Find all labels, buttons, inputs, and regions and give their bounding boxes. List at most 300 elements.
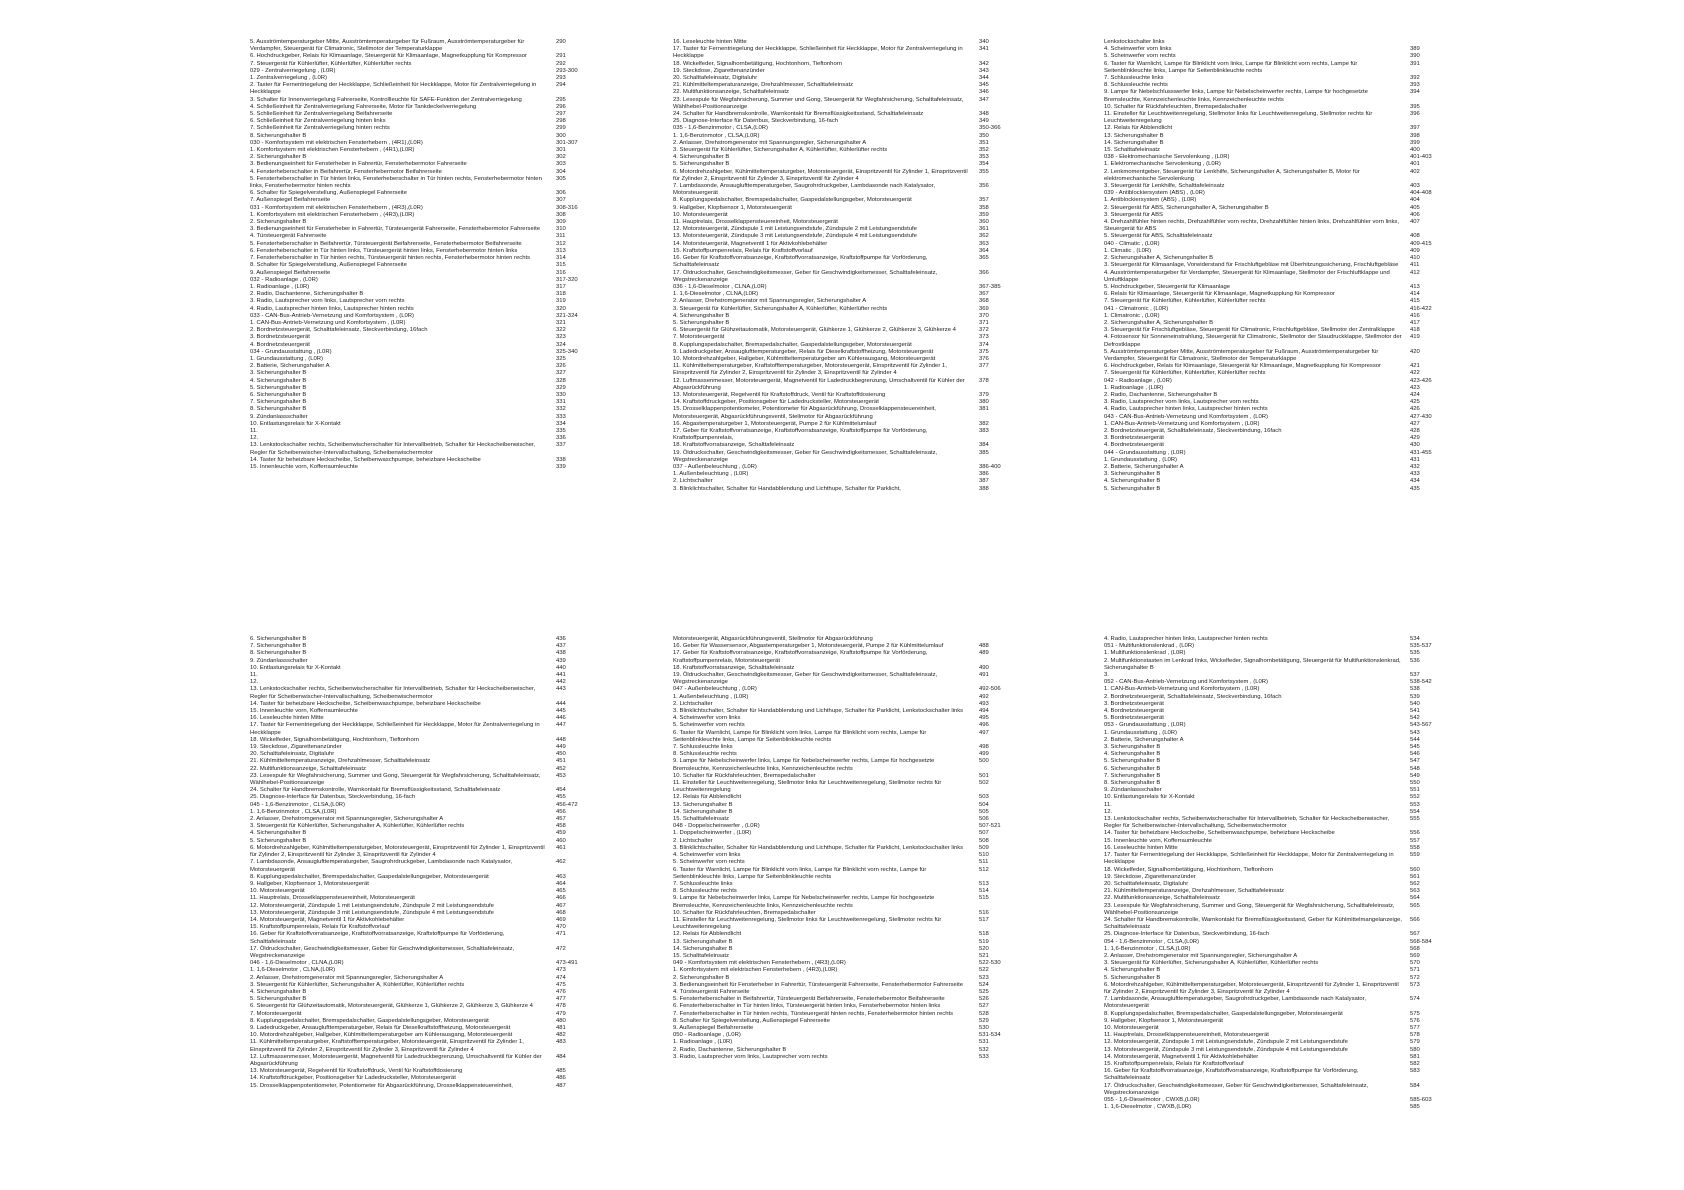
toc-entry-page: 463 (556, 873, 566, 880)
toc-entry-page: 362 (979, 233, 989, 240)
toc-entry (250, 1068, 590, 1075)
toc-entry-title: 15. Innenleuchte vorn, Kofferraumleuchte (250, 708, 358, 715)
toc-entry-title: 10. Entlastungsrelais für X-Kontakt (250, 420, 341, 427)
toc-entry-page: 539 (1410, 693, 1420, 700)
toc-entry (250, 895, 590, 902)
toc-entry-page: 487 (556, 1082, 566, 1089)
toc-section-entry (1104, 378, 1444, 385)
toc-entry (673, 320, 1013, 327)
toc-entry-title: 21. Kühlmitteltemperaturanzeige, Drehzahlmesser, Schalttafeleinsatz (250, 758, 431, 765)
toc-entry-page: 554 (1410, 808, 1420, 815)
toc-entry-page: 416-422 (1410, 305, 1432, 312)
toc-entry-title: 9. Hallgeber, Klopfsensor 1, Motorsteuergerät (250, 880, 369, 887)
toc-entry-page: 354 (979, 161, 989, 168)
toc-section-entry (250, 68, 590, 75)
toc-entry-page: 392 (1410, 75, 1420, 82)
toc-entry-page: 545 (1410, 744, 1420, 751)
toc-entry-page: 356 (979, 183, 989, 190)
toc-entry-title: 046 - 1,6-Dieselmotor , CLNA,(L0R) (250, 960, 344, 967)
toc-entry-page: 394 (1410, 89, 1420, 96)
toc-entry (1104, 75, 1444, 82)
toc-entry-page: 297 (556, 111, 566, 118)
toc-entry-page: 546 (1410, 751, 1420, 758)
toc-entry-page: 301 (556, 147, 566, 154)
toc-entry-page: 293 (556, 75, 566, 82)
toc-entry-page: 455 (556, 794, 566, 801)
toc-entry-page: 423 (1410, 384, 1420, 391)
toc-entry (250, 154, 590, 161)
toc-entry-page: 563 (1410, 888, 1420, 895)
toc-entry (673, 342, 1013, 349)
toc-entry-title: 8. Schlussleuchte rechts (673, 751, 737, 758)
toc-entry-page: 413 (1410, 283, 1420, 290)
toc-entry-page: 585-603 (1410, 1097, 1432, 1103)
toc-entry-title: 8. Kupplungspedalschalter, Bremspedalschalter, Gaspedalstellungsgeber, Motorsteuergerät (1104, 1010, 1343, 1017)
toc-entry (250, 787, 590, 794)
toc-entry (250, 650, 590, 657)
toc-entry (1104, 1032, 1444, 1039)
toc-entry-title: 14. Kraftstoffdruckgeber, Positionsgeber für Ladedrucksteller, Motorsteuergerät (673, 399, 879, 406)
toc-entry-page: 366 (979, 269, 989, 276)
toc-entry-title: 15. Kraftstoffpumpenrelais, Relais für Kraftstoffvorlauf (250, 924, 390, 931)
toc-entry-title: 5. Bordnetzsteuergerät (1104, 715, 1164, 722)
toc-entry (1104, 457, 1444, 464)
toc-entry-page: 518 (979, 931, 989, 938)
toc-entry (250, 881, 590, 888)
toc-entry-page: 360 (979, 219, 989, 226)
toc-entry (250, 53, 590, 60)
toc-entry (250, 1075, 590, 1082)
toc-entry (1104, 320, 1444, 327)
toc-entry (673, 478, 1013, 485)
toc-entry (673, 111, 1013, 118)
toc-entry-page: 490 (979, 664, 989, 671)
toc-entry-title: 3. Radio, Lautsprecher vorn links, Lautsprecher vorn rechts (1104, 399, 1259, 406)
toc-entry-title: 5. Scheinwerfer vorn rechts (673, 859, 745, 866)
toc-entry-page: 431-455 (1410, 449, 1432, 456)
toc-entry-page: 295 (556, 96, 566, 103)
toc-entry-page: 498 (979, 744, 989, 751)
toc-entry (1104, 960, 1444, 967)
toc-entry-page: 564 (1410, 895, 1420, 902)
toc-entry (1104, 852, 1444, 866)
toc-entry (673, 715, 1013, 722)
toc-entry (673, 816, 1013, 823)
toc-entry-page: 446 (556, 715, 566, 722)
toc-entry (673, 730, 1013, 744)
toc-entry-page: 340 (979, 39, 989, 45)
toc-entry-page: 516 (979, 909, 989, 916)
toc-entry (250, 385, 590, 392)
toc-entry-page: 339 (556, 463, 566, 470)
toc-entry-title: 3. (1104, 672, 1109, 679)
toc-entry-page: 382 (979, 420, 989, 427)
toc-entry (250, 435, 590, 442)
toc-entry-page: 473-491 (556, 960, 578, 967)
toc-entry-page: 321-324 (556, 312, 578, 319)
toc-entry-title: 11. Einsteller für Leuchtweitenregelung, Stellmotor links für Leuchtweitenregelung, Stellmotor rechts für Leuchtweitenregelung (1104, 111, 1373, 125)
toc-entry-page: 509 (979, 844, 989, 851)
toc-entry-title: 13. Lenkstockschalter rechts, Scheibenwischerschalter für Intervallbetrieb, Schalter für Heckscheibenwischer, Regler für Scheibenwischer-Intervallschaltung, Scheibenwischermotor (250, 686, 536, 700)
toc-entry-title: 14. Taster für beheizbare Heckscheibe, Scheibenwaschpumpe, beheizbare Heckscheibe (250, 700, 481, 707)
toc-entry-page: 292 (556, 60, 566, 67)
toc-entry (1104, 140, 1444, 147)
toc-section-entry (1104, 679, 1444, 686)
toc-section-entry (673, 960, 1013, 967)
toc-entry-title: 6. Sicherungshalter B (250, 636, 307, 642)
toc-entry-page: 334 (556, 420, 566, 427)
toc-entry-title: 6. Taster für Warnlicht, Lampe für Blinklicht vorn links, Lampe für Blinklicht vorn rechts, Lampe für Seitenblinkleuchte links, Lampe für Seitenblinkleuchte rechts (673, 729, 927, 743)
toc-entry (1104, 737, 1444, 744)
toc-entry-page: 304 (556, 168, 566, 175)
toc-entry-title: 5. Sicherungshalter B (250, 837, 307, 844)
toc-entry-page: 543 (1410, 729, 1420, 736)
toc-entry (1104, 1018, 1444, 1025)
toc-entry (673, 1003, 1013, 1010)
toc-entry-page: 408 (1410, 233, 1420, 240)
toc-entry-title: 18. Wickelfeder, Signalhornbetätigung, Hochtonhorn, Tieftonhorn (250, 736, 419, 743)
toc-entry (1104, 686, 1444, 693)
toc-entry-title: 1. 1,6-Dieselmotor , CLNA,(L0R) (250, 967, 336, 974)
toc-entry-page: 575 (1410, 1010, 1420, 1017)
toc-section-entry (1104, 450, 1444, 457)
toc-entry-title: 2. Taster für Fernentriegelung der Heckklappe, Schließeinheit für Heckklappe, Motor für Zentralverriegelung in Heckklappe (250, 82, 537, 96)
toc-entry-page: 361 (979, 226, 989, 233)
toc-entry (250, 39, 590, 53)
toc-entry-title: 1. Doppelscheinwerfer , (L0R) (673, 830, 752, 837)
toc-entry-title: 4. Sicherungshalter B (673, 312, 730, 319)
toc-entry-title: 11. Kühlmitteltemperaturgeber, Kraftstofftemperaturgeber, Motorsteuergerät, Einspritzventil für Zylinder 1, Einspritzventil für Zylinder 2, Einspritzventil für Zylinder 3, Einspritzventil für Zylinder 4 (250, 1039, 524, 1053)
toc-entry-title: 2. Lichtschalter (673, 837, 713, 844)
toc-entry (673, 140, 1013, 147)
toc-entry-page: 393 (1410, 82, 1420, 89)
toc-entry-page: 578 (1410, 1032, 1420, 1039)
toc-entry-title: 16. Geber für Kraftstoffvorratsanzeige, Kraftstoffvorratsanzeige, Kraftstoffpumpe für Vorförderung, Schalttafeleinsatz (250, 931, 505, 945)
toc-entry-title: 11. Hauptrelais, Drosselklappensteuereinheit, Motorsteuergerät (1104, 1032, 1269, 1039)
toc-entry (250, 1054, 590, 1068)
toc-entry-page: 434 (1410, 478, 1420, 485)
toc-entry-title: 039 - Antiblockiersystem (ABS) , (L0R) (1104, 190, 1205, 197)
toc-entry-page: 299 (556, 125, 566, 132)
toc-entry-title: 1. Komfortsystem mit elektrischen Fensterhebern , (4R3),(L0R) (673, 967, 838, 974)
toc-entry-title: 12. (1104, 808, 1113, 815)
toc-entry-title: 6. Hochdruckgeber, Relais für Klimaanlage, Steuergerät für Klimaanlage, Magnetkupplung für Kompressor (1104, 363, 1382, 370)
toc-entry-page: 513 (979, 880, 989, 887)
toc-entry-page: 488 (979, 643, 989, 650)
toc-entry (250, 414, 590, 421)
toc-entry-page: 420 (1410, 348, 1420, 355)
toc-entry (250, 378, 590, 385)
toc-entry (250, 989, 590, 996)
toc-entry-title: 8. Schalter für Spiegelverstellung, Außenspiegel Fahrerseite (673, 1017, 830, 1024)
toc-section-entry (1104, 414, 1444, 421)
toc-entry (1104, 766, 1444, 773)
toc-entry (1104, 349, 1444, 363)
toc-entry-title: 5. Scheinwerfer vorn rechts (1104, 53, 1176, 60)
toc-entry-title: 1. Zentralverriegelung , (L0R) (250, 75, 327, 82)
toc-entry (250, 888, 590, 895)
toc-entry-page: 308-316 (556, 204, 578, 211)
toc-entry (1104, 212, 1444, 219)
toc-entry-title: 25. Diagnose-Interface für Datenbus, Steckverbindung, 16-fach (1104, 931, 1270, 938)
toc-entry (250, 262, 590, 269)
toc-entry-title: 1. Multifunktionslenkrad , (L0R) (1104, 650, 1186, 657)
toc-entry (250, 636, 590, 643)
toc-entry (673, 636, 1013, 643)
toc-entry-page: 572 (1410, 974, 1420, 981)
toc-entry (250, 118, 590, 125)
toc-entry-page: 345 (979, 82, 989, 89)
toc-entry (250, 421, 590, 428)
toc-entry (250, 399, 590, 406)
toc-entry-page: 472 (556, 945, 566, 952)
toc-entry (250, 75, 590, 82)
toc-entry-page: 468 (556, 909, 566, 916)
toc-entry-title: 4. Sicherungshalter B (250, 988, 307, 995)
toc-entry-page: 352 (979, 147, 989, 154)
toc-section-entry (250, 349, 590, 356)
toc-entry-title: 8. Kupplungspedalschalter, Bremspedalschalter, Gaspedalstellungsgeber, Motorsteuergerät (673, 197, 912, 204)
toc-entry-title: 15. Kraftstoffpumpenrelais, Relais für Kraftstoffvorlauf (673, 247, 813, 254)
toc-entry-page: 383 (979, 427, 989, 434)
toc-section-entry (1104, 1097, 1444, 1104)
toc-entry (1104, 313, 1444, 320)
toc-entry-title: 3. Bedienungseinheit für Fensterheber in Fahrertür, Türsteuergerät Fahrerseite, Fensterhebermotor Fahrerseite (250, 226, 540, 233)
toc-entry-page: 401 (1410, 161, 1420, 168)
toc-entry (673, 89, 1013, 96)
toc-entry (673, 643, 1013, 650)
toc-entry (250, 212, 590, 219)
toc-entry-title: 4. Scheinwerfer vorn links (673, 852, 741, 859)
toc-entry (1104, 816, 1444, 830)
toc-entry-title: 5. Sicherungshalter B (250, 384, 307, 391)
toc-entry (1104, 104, 1444, 111)
toc-entry-title: 20. Schalttafeleinsatz, Digitaluhr (673, 75, 758, 82)
toc-entry-page: 550 (1410, 780, 1420, 787)
toc-entry-page: 538-542 (1410, 679, 1432, 686)
toc-section-entry (673, 823, 1013, 830)
toc-entry-title: 9. Lampe für Nebelscheinwerfer links, Lampe für Nebelscheinwerfer rechts, Lampe für hochgesetzte Bremsleuchte, Kennzeichenleuchte links, Kennzeichenleuchte rechts (673, 895, 935, 909)
toc-entry-page: 298 (556, 118, 566, 125)
toc-entry-title: 052 - CAN-Bus-Antrieb-Vernetzung und Komfortsystem , (L0R) (1104, 679, 1269, 686)
toc-entry (673, 794, 1013, 801)
toc-entry (1104, 982, 1444, 996)
toc-entry (250, 147, 590, 154)
toc-entry-page: 294 (556, 82, 566, 89)
toc-entry-page: 389 (1410, 46, 1420, 53)
toc-entry-page: 531-534 (979, 1032, 1001, 1039)
toc-entry-title: 3. Steuergerät für Kühlerlüfter, Sicherungshalter A, Kühlerlüfter, Kühlerlüfter rechts (250, 981, 465, 988)
toc-entry-page: 584 (1410, 1082, 1420, 1089)
toc-entry-page: 582 (1410, 1060, 1420, 1067)
toc-entry-title: 7. Steuergerät für Kühlerlüfter, Kühlerlüfter, Kühlerlüfter rechts (1104, 298, 1266, 305)
toc-entry (1104, 658, 1444, 672)
toc-entry-page: 506 (979, 816, 989, 823)
toc-entry-page: 573 (1410, 981, 1420, 988)
toc-entry (1104, 392, 1444, 399)
toc-entry-page: 525 (979, 988, 989, 995)
toc-entry-title: 5. Sicherungshalter B (1104, 758, 1161, 765)
toc-entry (1104, 478, 1444, 485)
toc-entry-title: 11. Einsteller für Leuchtweitenregelung, Stellmotor links für Leuchtweitenregelung, Stellmotor rechts für Leuchtweitenregelung (673, 916, 942, 931)
toc-entry (673, 241, 1013, 248)
toc-entry (673, 888, 1013, 895)
toc-entry-page: 466 (556, 895, 566, 902)
toc-entry-title: 16. Geber für Wassersensor, Abgastemperaturgeber 1, Motorsteuergerät, Pumpe 2 für Kühlmittelumlauf (673, 643, 944, 650)
toc-entry-page: 326 (556, 363, 566, 370)
toc-entry (250, 334, 590, 341)
toc-entry-title: 10. Motorsteuergerät (1104, 1024, 1159, 1031)
toc-entry-title: 13. Motorsteuergerät, Zündspule 3 mit Leistungsendstufe, Zündspule 4 mit Leistungsendstufe (250, 909, 494, 916)
toc-entry (673, 773, 1013, 780)
toc-entry (1104, 636, 1444, 643)
toc-entry (673, 708, 1013, 715)
toc-entry-page: 363 (979, 240, 989, 247)
toc-entry (250, 1039, 590, 1053)
toc-entry-page: 296 (556, 103, 566, 110)
toc-entry-title: 4. Bordnetzsteuergerät (1104, 708, 1164, 715)
toc-entry (1104, 428, 1444, 435)
toc-entry (673, 830, 1013, 837)
toc-entry (1104, 46, 1444, 53)
toc-entry (673, 1011, 1013, 1018)
toc-entry-title: 15. Innenleuchte vorn, Kofferraumleuchte (250, 463, 358, 470)
toc-entry-page: 323 (556, 334, 566, 341)
toc-entry-title: 14. Motorsteuergerät, Magnetventil 1 für Aktivkohlebehälter (1104, 1053, 1259, 1060)
toc-entry-page: 464 (556, 880, 566, 887)
toc-entry-title: 13. Motorsteuergerät, Regelventil für Kraftstoffdruck, Ventil für Kraftstoffdosierung (673, 391, 886, 398)
toc-entry (673, 1047, 1013, 1054)
toc-entry-page: 479 (556, 1010, 566, 1017)
toc-entry-page: 338 (556, 456, 566, 463)
toc-entry-page: 358 (979, 204, 989, 211)
toc-entry-page: 372 (979, 327, 989, 334)
toc-entry-page: 567 (1410, 931, 1420, 938)
toc-section-entry (673, 464, 1013, 471)
toc-entry-page: 577 (1410, 1024, 1420, 1031)
toc-entry-page: 333 (556, 413, 566, 420)
toc-entry-page: 314 (556, 255, 566, 262)
toc-entry (673, 852, 1013, 859)
toc-entry (673, 486, 1013, 493)
toc-entry-title: 19. Steckdose, Zigarettenanzünder (250, 744, 342, 751)
toc-entry-page: 502 (979, 780, 989, 787)
toc-entry (673, 701, 1013, 708)
toc-entry (673, 931, 1013, 938)
toc-entry-title: 17. Taster für Fernentriegelung der Heckklappe, Schließeinheit für Heckklappe, Motor für Zentralverriegelung in Heckklappe (250, 722, 540, 736)
toc-entry-title: 032 - Radioanlage , (L0R) (250, 276, 318, 283)
toc-entry (250, 327, 590, 334)
toc-entry (673, 169, 1013, 183)
toc-entry-title: 3. Radio, Lautsprecher vorn links, Lautsprecher vorn rechts (250, 298, 405, 305)
toc-entry-page: 504 (979, 801, 989, 808)
toc-entry-title: 14. Kraftstoffdruckgeber, Positionsgeber für Ladedrucksteller, Motorsteuergerät (250, 1075, 456, 1082)
toc-entry-title: 1. Grundausstattung , (L0R) (1104, 729, 1178, 736)
toc-entry-page: 543-567 (1410, 722, 1432, 729)
toc-entry-title: 1. CAN-Bus-Antrieb-Vernetzung und Komfortsystem , (L0R) (1104, 420, 1260, 427)
toc-section-entry (1104, 306, 1444, 313)
toc-entry-page: 531 (979, 1039, 989, 1046)
toc-entry (1104, 291, 1444, 298)
toc-entry-title: 10. Motorsteuergerät (673, 211, 728, 218)
toc-entry-title: 20. Schalttafeleinsatz, Digitaluhr (1104, 880, 1189, 887)
toc-entry (673, 450, 1013, 464)
toc-entry-title: 3. Sicherungshalter B (250, 370, 307, 377)
toc-entry (250, 1018, 590, 1025)
toc-entry-page: 402 (1410, 168, 1420, 175)
toc-entry-page: 449 (556, 744, 566, 751)
toc-entry (673, 226, 1013, 233)
toc-entry-page: 336 (556, 435, 566, 442)
toc-entry-title: 2. Radio, Dachantenne, Sicherungshalter B (673, 1046, 787, 1053)
toc-entry-title: 12. Motorsteuergerät, Zündspule 1 mit Leistungsendstufe, Zündspule 2 mit Leistungsendstufe (250, 902, 494, 909)
toc-entry (1104, 895, 1444, 902)
toc-entry (673, 1025, 1013, 1032)
toc-entry-page: 397 (1410, 125, 1420, 132)
toc-entry-page: 477 (556, 996, 566, 1003)
toc-section-entry (1104, 241, 1444, 248)
toc-entry-page: 568 (1410, 945, 1420, 952)
toc-entry-title: 14. Motorsteuergerät, Magnetventil 1 für Aktivkohlebehälter (673, 240, 828, 247)
toc-entry-page: 471 (556, 931, 566, 938)
toc-entry-title: 4. Radio, Lautsprecher hinten links, Lautsprecher hinten rechts (1104, 636, 1268, 642)
toc-entry (1104, 370, 1444, 377)
toc-entry (673, 46, 1013, 60)
toc-entry-page: 581 (1410, 1053, 1420, 1060)
toc-entry-page: 534 (1410, 636, 1420, 642)
toc-entry (1104, 874, 1444, 881)
toc-entry-page: 430 (1410, 442, 1420, 449)
toc-entry (673, 989, 1013, 996)
toc-entry-page: 438 (556, 650, 566, 657)
toc-entry-page: 395 (1410, 103, 1420, 110)
toc-entry-page: 444 (556, 700, 566, 707)
toc-entry-page: 409 (1410, 247, 1420, 254)
toc-entry-page: 424 (1410, 391, 1420, 398)
toc-entry-page: 378 (979, 377, 989, 384)
toc-entry-title: 6. Fensterheberschalter in Tür hinten links, Türsteuergerät hinten links, Fensterhebermotor hinten links (673, 1003, 941, 1010)
toc-entry-page: 350 (979, 132, 989, 139)
toc-entry-title: 2. Sicherungshalter B (250, 219, 307, 226)
toc-entry-page: 414 (1410, 291, 1420, 298)
toc-entry (250, 686, 590, 700)
toc-entry-title: 10. Schalter für Rückfahrleuchten, Bremspedalschalter (673, 909, 816, 916)
toc-entry (673, 399, 1013, 406)
toc-entry-title: 15. Drosselklappenpotentiometer, Potentiometer für Abgasrückführung, Drosselklappensteuereinheit, (250, 1082, 513, 1089)
toc-entry (250, 104, 590, 111)
toc-entry (250, 255, 590, 262)
toc-entry-page: 386 (979, 471, 989, 478)
toc-entry-title: 6. Sicherungshalter B (250, 391, 307, 398)
toc-entry (1104, 435, 1444, 442)
toc-entry-page: 305 (556, 175, 566, 182)
toc-entry (673, 147, 1013, 154)
toc-entry (250, 996, 590, 1003)
toc-entry-title: 12. Luftmassenmesser, Motorsteuergerät, Magnetventil für Ladedruckbegrenzung, Umschaltventil für Kühler der Abgasrückführung (673, 377, 965, 391)
toc-entry (673, 780, 1013, 794)
toc-entry (673, 744, 1013, 751)
toc-entry-title: 11. (250, 672, 258, 679)
toc-entry-title: 8. Kupplungspedalschalter, Bremspedalschalter, Gaspedalstellungsgeber, Motorsteuergerät (250, 1017, 489, 1024)
toc-entry-page: 480 (556, 1017, 566, 1024)
toc-entry (250, 320, 590, 327)
toc-entry-page: 496 (979, 722, 989, 729)
toc-entry-page: 570 (1410, 960, 1420, 967)
toc-entry (673, 442, 1013, 449)
toc-entry-page: 459 (556, 830, 566, 837)
toc-entry-title: 037 - Außenbeleuchtung , (L0R) (673, 463, 757, 470)
toc-entry-page: 443 (556, 686, 566, 693)
